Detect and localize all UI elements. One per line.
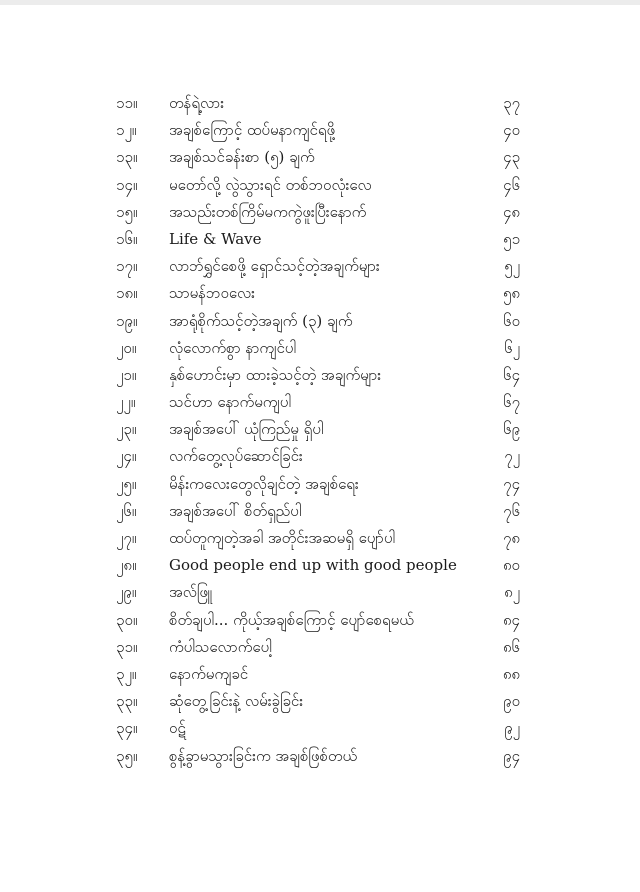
- toc-entry: [112, 552, 522, 579]
- toc-entry-number: ၂၁။: [116, 365, 137, 384]
- toc-entry: [112, 226, 522, 253]
- toc-entry: [112, 743, 522, 770]
- toc-entry-number: ၃၃။: [116, 692, 138, 711]
- toc-entry-title: အချစ်အပေါ် စိတ်ရှည်ပါ: [169, 501, 302, 520]
- toc-entry-number: ၁၇။: [116, 257, 138, 276]
- toc-entry-title: ကံပါသလောက်ပေါ့: [169, 637, 272, 656]
- toc-entry-number: ၁၁။: [116, 94, 138, 112]
- toc-entry-title: နှစ်ဟောင်းမှာ ထားခဲ့သင့်တဲ့ အချက်များ: [169, 365, 382, 384]
- toc-entry-title: အလ်ဖြူ: [169, 583, 213, 602]
- toc-entry-number: ၁၆။: [116, 229, 138, 248]
- toc-entry-page: ၄၃: [503, 148, 520, 167]
- toc-entry-page: ၇၄: [503, 474, 520, 493]
- toc-entry: [112, 335, 522, 362]
- toc-entry: [112, 389, 522, 416]
- toc-entry-title: အချစ်ကြောင့် ထပ်မနာကျင်ရဖို့: [169, 121, 336, 140]
- table-of-contents: [112, 90, 522, 770]
- toc-entry-page: ၆၉: [503, 420, 520, 439]
- toc-entry: [112, 416, 522, 443]
- toc-entry-number: ၁၃။: [116, 148, 138, 167]
- toc-entry-number: ၃၅။: [116, 746, 138, 765]
- toc-entry-page: ၅၂: [504, 257, 520, 276]
- toc-entry-page: ၉၂: [504, 719, 520, 738]
- page-top-border: [0, 0, 640, 5]
- toc-entry: [112, 661, 522, 688]
- toc-entry-page: ၆၀: [503, 311, 520, 330]
- toc-entry-number: ၁၂။: [116, 121, 137, 140]
- toc-entry-title: Good people end up with good people: [169, 556, 457, 575]
- toc-entry-page: ၆၂: [504, 338, 520, 357]
- toc-entry-page: ၈၂: [504, 583, 520, 602]
- toc-entry-number: ၂၇။: [116, 529, 137, 547]
- toc-entry-page: ၆၇: [503, 393, 520, 412]
- toc-entry-number: ၂၀။: [116, 338, 137, 357]
- toc-entry: [112, 144, 522, 171]
- toc-entry-title: Life & Wave: [169, 229, 262, 248]
- toc-entry-number: ၂၅။: [116, 474, 137, 493]
- toc-entry-title: အသည်းတစ်ကြိမ်မကကွဲဖူးပြီးနောက်: [169, 202, 367, 221]
- toc-entry-page: ၅၈: [502, 284, 520, 303]
- toc-entry-page: ၉၄: [503, 746, 520, 765]
- toc-entry-title: စိတ်ချပါ... ကိုယ့်အချစ်ကြောင့် ပျော်စေရမယ်: [169, 610, 414, 629]
- toc-entry-page: ၇၂: [504, 447, 520, 466]
- toc-entry-title: အချစ်အပေါ် ယုံကြည်မှု ရှိပါ: [169, 420, 324, 439]
- toc-entry-page: ၈၈: [502, 664, 520, 683]
- toc-entry: [112, 308, 522, 335]
- toc-entry-number: ၁၉။: [116, 311, 138, 330]
- toc-entry: [112, 525, 522, 552]
- toc-entry-number: ၃၄။: [116, 719, 138, 738]
- toc-entry-page: ၉၀: [503, 692, 520, 711]
- toc-entry-title: သာမန်ဘဝလေး: [169, 284, 255, 303]
- toc-entry-page: ၆၄: [503, 365, 520, 384]
- toc-entry: [112, 634, 522, 661]
- toc-entry: [112, 688, 522, 715]
- toc-entry-title: လက်တွေ့လုပ်ဆောင်ခြင်း: [169, 447, 303, 466]
- toc-entry-page: ၄၆: [503, 175, 520, 194]
- toc-entry-number: ၂၆။: [116, 501, 137, 520]
- toc-entry-title: အချစ်သင်ခန်းစာ (၅) ချက်: [169, 148, 315, 167]
- toc-entry-page: ၈၄: [502, 610, 520, 629]
- toc-entry-title: ဆုံတွေ့ခြင်းနဲ့ လမ်းခွဲခြင်း: [169, 692, 304, 711]
- toc-entry-number: ၂၄။: [116, 447, 137, 466]
- toc-entry: [112, 607, 522, 634]
- toc-entry-number: ၂၃။: [116, 420, 137, 439]
- toc-entry: [112, 715, 522, 742]
- toc-entry-number: ၁၈။: [116, 284, 138, 303]
- toc-entry-title: ဝဋ်: [169, 719, 186, 738]
- toc-entry-page: ၄၀: [503, 121, 520, 140]
- toc-entry-number: ၁၅။: [116, 202, 138, 221]
- toc-entry-title: မတော်လို့ လွဲသွားရင် တစ်ဘဝလုံးလေ: [169, 175, 372, 194]
- toc-entry-title: မိန်းကလေးတွေလိုချင်တဲ့ အချစ်ရေး: [169, 474, 359, 493]
- toc-entry: [112, 117, 522, 144]
- toc-entry-title: လာဘ်ရွှင်စေဖို့ ရှောင်သင့်တဲ့အချက်များ: [169, 257, 380, 276]
- toc-entry-page: ၅၁: [503, 229, 520, 248]
- toc-entry-number: ၂၂။: [116, 393, 136, 412]
- toc-entry-title: နောက်မကျခင်: [169, 664, 249, 683]
- toc-entry-title: တန်ရဲ့လား: [169, 94, 225, 112]
- toc-entry-page: ၇၆: [503, 501, 520, 520]
- toc-entry: [112, 498, 522, 525]
- toc-entry-page: ၈၀: [502, 556, 520, 575]
- toc-entry: [112, 253, 522, 280]
- toc-entry-number: ၂၉။: [116, 583, 137, 602]
- toc-entry-number: ၃၀။: [116, 610, 138, 629]
- toc-entry-title: ထပ်တူကျတဲ့အခါ အတိုင်းအဆမရှိ ပျော်ပါ: [169, 529, 395, 547]
- toc-entry-title: လုံလောက်စွာ နာကျင်ပါ: [169, 338, 296, 357]
- toc-entry-title: စွန့်ခွာမသွားခြင်းက အချစ်ဖြစ်တယ်: [169, 746, 358, 765]
- toc-entry-page: ၄၈: [502, 202, 520, 221]
- toc-entry-title: သင်ဟာ နောက်မကျပါ: [169, 393, 291, 412]
- toc-entry: [112, 172, 522, 199]
- toc-entry-page: ၈၆: [502, 637, 520, 656]
- toc-entry-number: ၃၁။: [116, 637, 138, 656]
- toc-entry-number: ၃၂။: [116, 664, 137, 683]
- toc-entry-page: ၇၈: [502, 529, 520, 547]
- toc-entry-number: ၁၄။: [116, 175, 138, 194]
- toc-entry: [112, 579, 522, 606]
- toc-entry: [112, 199, 522, 226]
- toc-entry: [112, 471, 522, 498]
- toc-entry: [112, 280, 522, 307]
- toc-entry-number: ၂၈။: [116, 556, 137, 575]
- toc-entry-page: ၃၇: [503, 94, 520, 112]
- toc-entry: [112, 443, 522, 470]
- toc-entry: [112, 362, 522, 389]
- toc-entry: [112, 90, 522, 117]
- toc-entry-title: အာရုံစိုက်သင့်တဲ့အချက် (၃) ချက်: [169, 311, 353, 330]
